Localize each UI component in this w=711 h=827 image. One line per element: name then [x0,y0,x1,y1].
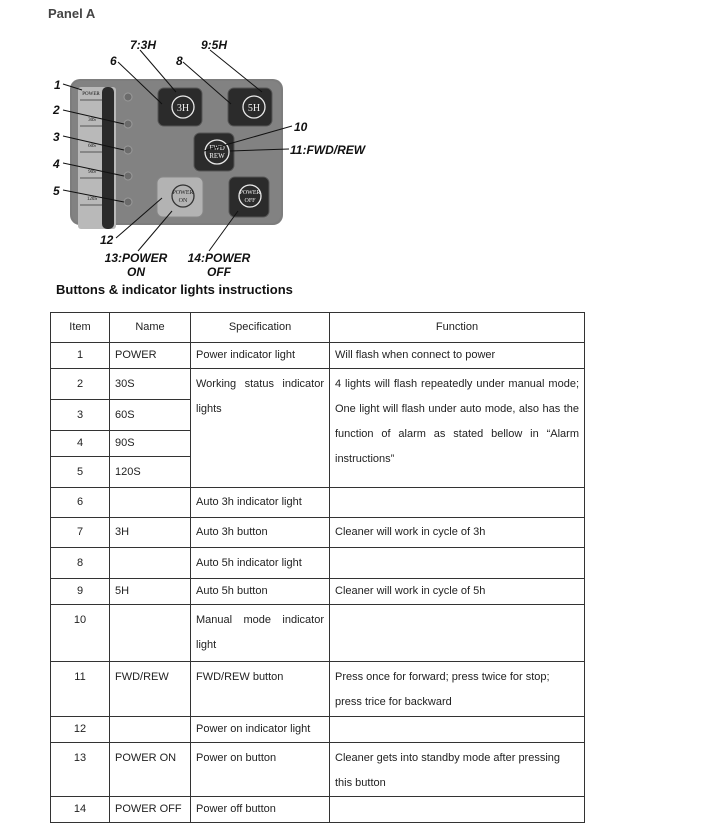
cell-specification: Auto 5h button [191,579,330,605]
cell-specification: Auto 3h button [191,518,330,548]
strip-label-120s: 120S [86,197,98,202]
cell-item: 9 [51,579,110,605]
cell-name: 30S [110,369,191,400]
table-row [51,797,585,823]
callout-14-line1: 14:POWER [187,251,251,265]
cell-function [330,797,585,823]
svg-text:5H: 5H [247,103,261,114]
cell-item: 1 [51,343,110,369]
cell-item: 2 [51,369,110,400]
strip-label-30s: 30S [88,118,96,123]
table-row [51,488,585,518]
cell-item: 6 [51,488,110,518]
cell-function [330,717,585,743]
cell-item: 7 [51,518,110,548]
cell-name: POWER ON [110,743,191,797]
callout-1: 1 [54,78,61,92]
cell-function [330,548,585,579]
cell-function: Cleaner gets into standby mode after pressing this button [330,743,585,797]
callout-14-line2: OFF [207,265,231,279]
indicator-light-5 [124,198,132,206]
cell-item: 3 [51,400,110,431]
svg-text:POWER: POWER [172,190,194,196]
cell-item: 12 [51,717,110,743]
table-row [51,717,585,743]
callout-12: 12 [100,233,114,247]
cell-name: 60S [110,400,191,431]
cell-function: Cleaner will work in cycle of 3h [330,518,585,548]
cell-name: 120S [110,457,191,488]
cell-name [110,605,191,662]
svg-text:REW: REW [209,152,225,160]
cell-specification: Power on button [191,743,330,797]
cell-specification: Auto 5h indicator light [191,548,330,579]
cell-item: 8 [51,548,110,579]
callout-2: 2 [53,103,60,117]
section-title: Buttons & indicator lights instructions [56,282,293,297]
cell-name: 5H [110,579,191,605]
table-row [51,662,585,717]
indicator-light-1 [124,93,132,101]
header-name: Name [110,313,191,343]
cell-function: 4 lights will flash repeatedly under manual mode; One light will flash under auto mode, also has the function of alarm as stated bellow in “Alarm instructions” [330,369,585,488]
strip-label-90s: 90S [88,170,96,175]
svg-text:OFF: OFF [244,198,256,204]
callout-13-line2: ON [127,265,145,279]
cell-specification: Power on indicator light [191,717,330,743]
indicator-light-2 [124,120,132,128]
callout-6: 6 [110,54,117,68]
table-header-row [51,313,585,343]
strip-label-power: POWER [82,92,100,97]
svg-text:POWER: POWER [239,190,261,196]
cell-name [110,548,191,579]
cell-item: 5 [51,457,110,488]
callout-7: 7:3H [130,38,157,52]
callout-10: 10 [294,120,308,134]
cell-function: Cleaner will work in cycle of 5h [330,579,585,605]
cell-function: Will flash when connect to power [330,343,585,369]
cell-item: 4 [51,431,110,457]
callout-4: 4 [53,157,60,171]
callout-8: 8 [176,54,183,68]
callout-9: 9:5H [201,38,228,52]
indicator-light-3 [124,146,132,154]
callout-11: 11:FWD/REW [290,143,366,157]
cell-item: 14 [51,797,110,823]
cell-specification: Power indicator light [191,343,330,369]
button-power-on [157,177,203,217]
cell-name: FWD/REW [110,662,191,717]
cell-specification: Auto 3h indicator light [191,488,330,518]
callout-3: 3 [53,130,60,144]
header-item: Item [51,313,110,343]
callout-13 [100,251,172,279]
table-row [51,743,585,797]
cell-function [330,605,585,662]
button-3h [158,88,202,126]
cell-name [110,717,191,743]
header-specification: Specification [191,313,330,343]
cell-name [110,488,191,518]
cell-name: 90S [110,431,191,457]
cell-specification: Manual mode indicator light [191,605,330,662]
cell-function [330,488,585,518]
cell-specification: FWD/REW button [191,662,330,717]
table-row [51,579,585,605]
table-row [51,548,585,579]
panel-label: Panel A [48,6,96,21]
cell-specification: Working status indicator lights [191,369,330,488]
table-row [51,369,585,400]
cell-function: Press once for forward; press twice for stop; press trice for backward [330,662,585,717]
svg-text:FWD: FWD [209,144,225,152]
button-power-off [229,177,269,217]
button-5h [228,88,272,126]
header-function: Function [330,313,585,343]
svg-text:3H: 3H [176,103,190,114]
instructions-table [50,312,585,823]
strip-label-60s: 60S [88,144,96,149]
cell-specification: Power off button [191,797,330,823]
cell-name: POWER OFF [110,797,191,823]
cell-item: 11 [51,662,110,717]
cell-item: 10 [51,605,110,662]
svg-text:ON: ON [178,198,188,204]
callout-14 [183,251,255,279]
callout-13-line1: 13:POWER [104,251,168,265]
table-row [51,518,585,548]
callout-5: 5 [53,184,60,198]
cell-name: POWER [110,343,191,369]
indicator-light-4 [124,172,132,180]
button-fwd-rew [194,133,234,171]
cell-name: 3H [110,518,191,548]
table-row [51,343,585,369]
table-row [51,605,585,662]
cell-item: 13 [51,743,110,797]
